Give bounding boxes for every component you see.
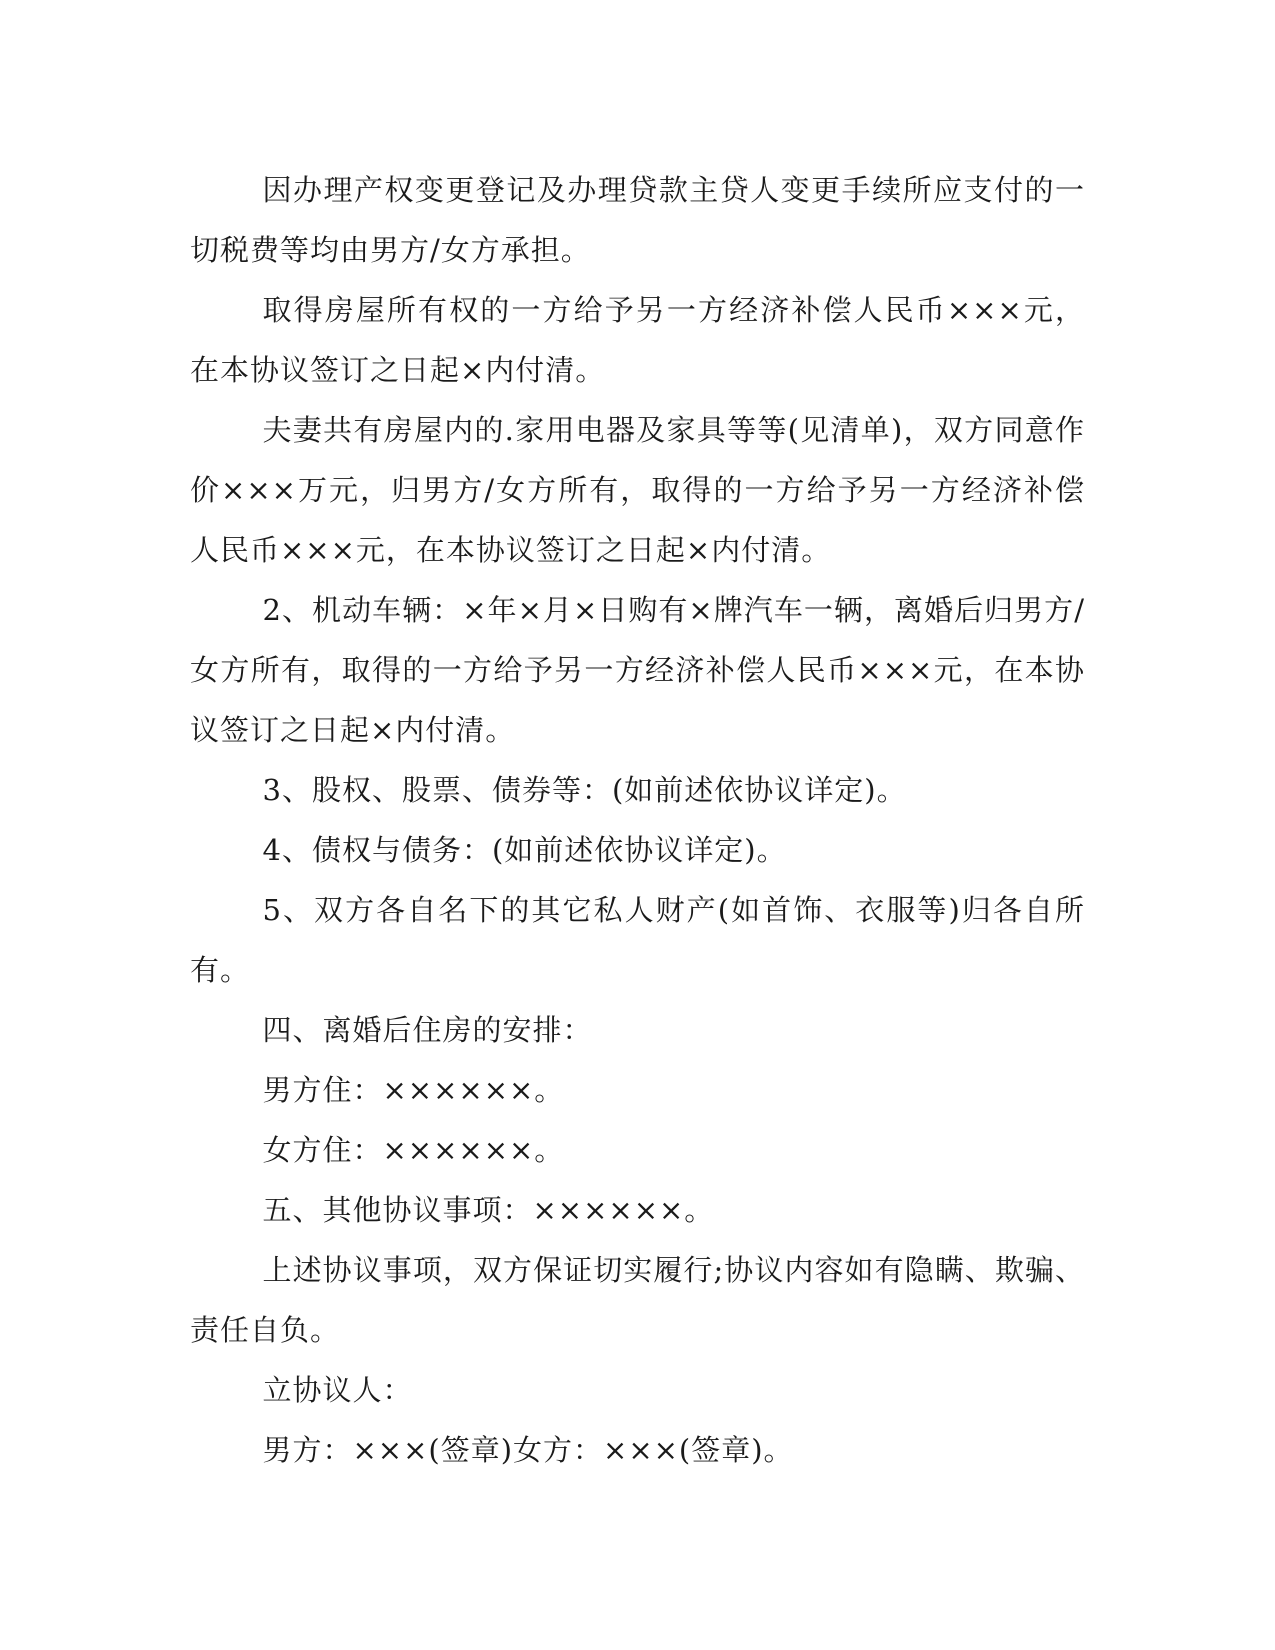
paragraph-debts: 4、债权与债务：(如前述依协议详定)。: [262, 833, 787, 867]
signature-line: 男方：×××(签章)女方：×××(签章)。: [262, 1433, 794, 1467]
signatories-label: 立协议人：: [262, 1373, 413, 1407]
paragraph-house-compensation: 取得房屋所有权的一方给予另一方经济补偿人民币×××元，在本协议签订之日起×内付清。: [190, 293, 1085, 387]
paragraph-stocks-bonds: 3、股权、股票、债券等：(如前述依协议详定)。: [262, 773, 907, 807]
section-heading-housing: 四、离婚后住房的安排：: [262, 1013, 593, 1047]
paragraph-tax-fees: 因办理产权变更登记及办理贷款主贷人变更手续所应支付的一切税费等均由男方/女方承担。: [190, 173, 1085, 267]
paragraph-personal-property: 5、双方各自名下的其它私人财产(如首饰、衣服等)归各自所有。: [190, 893, 1085, 987]
paragraph-female-residence: 女方住：××××××。: [262, 1133, 565, 1167]
section-heading-other-matters: 五、其他协议事项：××××××。: [262, 1193, 715, 1227]
paragraph-male-residence: 男方住：××××××。: [262, 1073, 565, 1107]
paragraph-motor-vehicle: 2、机动车辆：×年×月×日购有×牌汽车一辆，离婚后归男方/女方所有，取得的一方给予另一方经济补偿人民币×××元，在本协议签订之日起×内付清。: [190, 593, 1085, 747]
document-body: [190, 160, 1085, 1480]
paragraph-household-appliances: 夫妻共有房屋内的.家用电器及家具等等(见清单)，双方同意作价×××万元，归男方/女方所有，取得的一方给予另一方经济补偿人民币×××元，在本协议签订之日起×内付清。: [190, 413, 1085, 567]
paragraph-guarantee: 上述协议事项，双方保证切实履行;协议内容如有隐瞒、欺骗、责任自负。: [190, 1253, 1085, 1347]
